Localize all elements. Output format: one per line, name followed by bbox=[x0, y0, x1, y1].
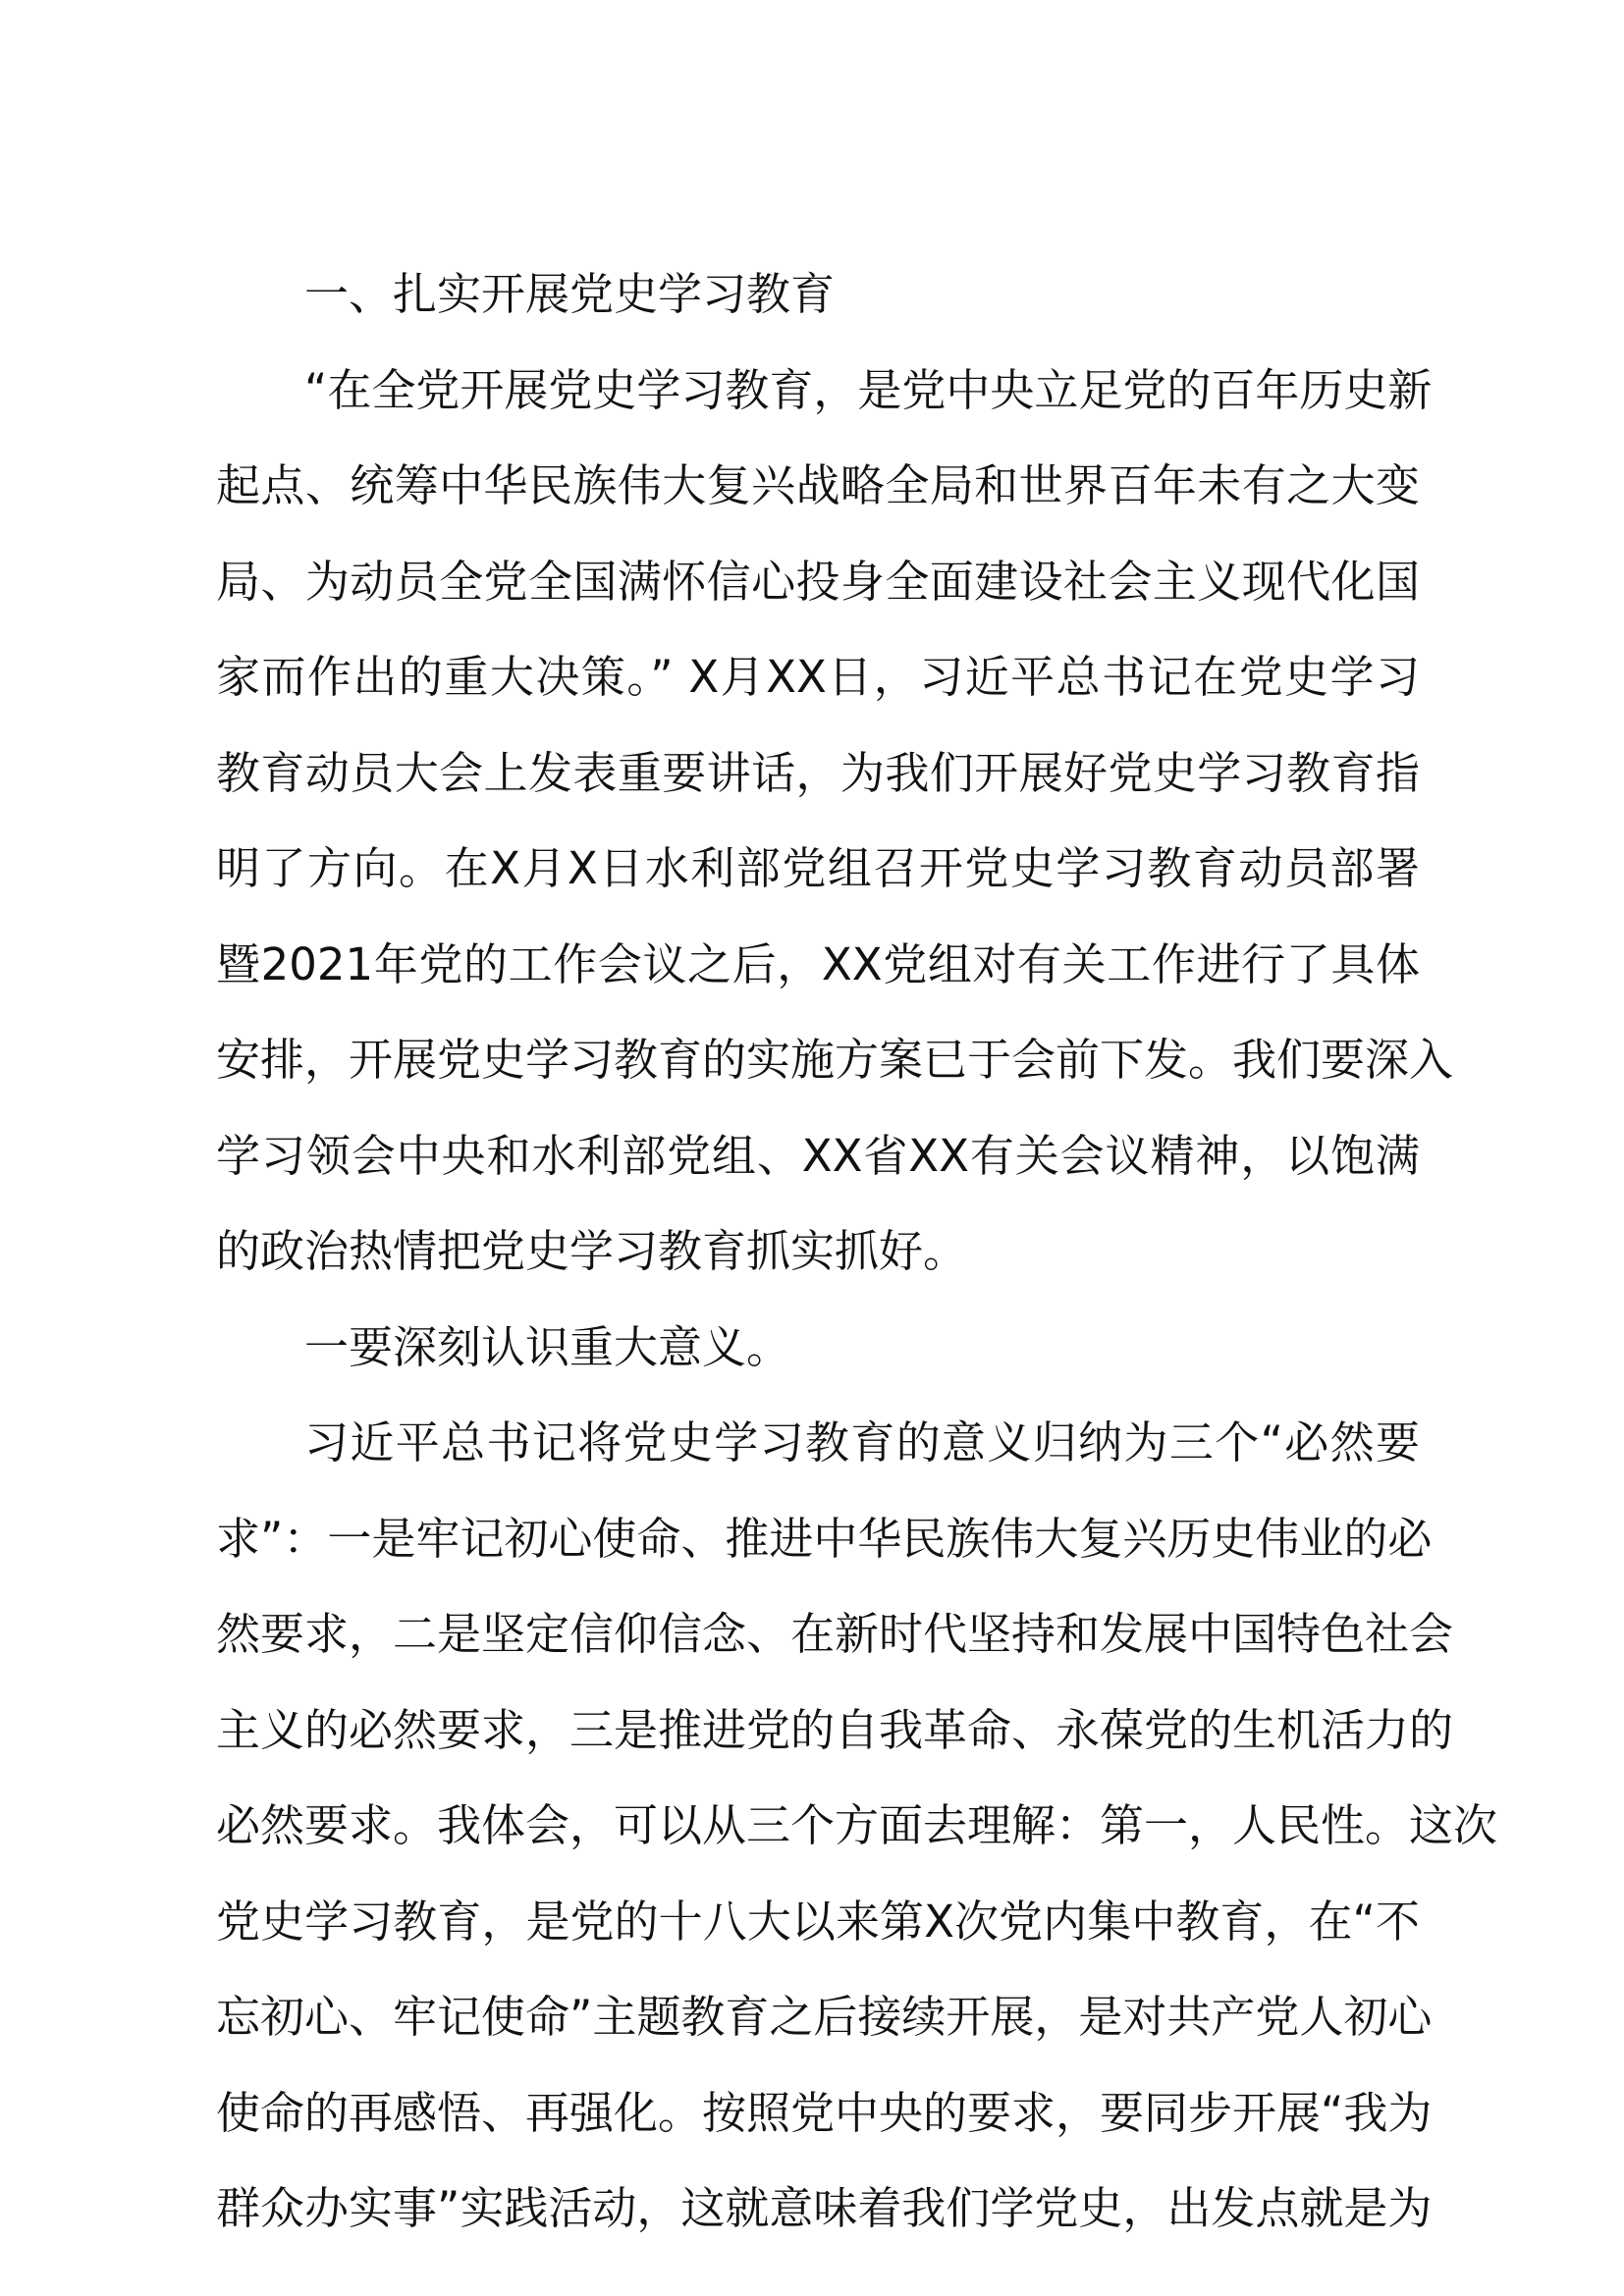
text-line: 然要求，二是坚定信仰信念、在新时代坚持和发展中国特色社会 bbox=[216, 1608, 1454, 1660]
subheading: 一要深刻认识重大意义。 bbox=[304, 1320, 791, 1373]
text-line: 暨2021年党的工作会议之后，XX党组对有关工作进行了具体 bbox=[216, 937, 1420, 990]
text-line: 起点、统筹中华民族伟大复兴战略全局和世界百年未有之大变 bbox=[216, 459, 1420, 511]
text-line: 忘初心、牢记使命”主题教育之后接续开展，是对共产党人初心 bbox=[216, 1991, 1433, 2043]
text-line: 习近平总书记将党史学习教育的意义归纳为三个“必然要 bbox=[304, 1416, 1420, 1468]
text-line: 的政治热情把党史学习教育抓实抓好。 bbox=[216, 1225, 968, 1277]
text-line: 党史学习教育，是党的十八大以来第X次党内集中教育，在“不 bbox=[216, 1895, 1420, 1948]
section-heading: 一、扎实开展党史学习教育 bbox=[304, 268, 836, 320]
text-line: 明了方向。在X月X日水利部党组召开党史学习教育动员部署 bbox=[216, 842, 1420, 894]
text-line: 家而作出的重大决策。” X月XX日，习近平总书记在党史学习 bbox=[216, 651, 1420, 703]
text-line: 必然要求。我体会，可以从三个方面去理解：第一，人民性。这次 bbox=[216, 1799, 1498, 1851]
text-line: 局、为动员全党全国满怀信心投身全面建设社会主义现代化国 bbox=[216, 555, 1420, 608]
text-line: 教育动员大会上发表重要讲话，为我们开展好党史学习教育指 bbox=[216, 746, 1420, 799]
text-line: 求”：一是牢记初心使命、推进中华民族伟大复兴历史伟业的必 bbox=[216, 1512, 1433, 1565]
text-line: 学习领会中央和水利部党组、XX省XX有关会议精神，以饱满 bbox=[216, 1129, 1420, 1182]
text-line: 安排，开展党史学习教育的实施方案已于会前下发。我们要深入 bbox=[216, 1034, 1454, 1086]
text-line: 主义的必然要求，三是推进党的自我革命、永葆党的生机活力的 bbox=[216, 1703, 1454, 1756]
text-line: “在全党开展党史学习教育，是党中央立足党的百年历史新 bbox=[304, 363, 1433, 416]
text-line: 使命的再感悟、再强化。按照党中央的要求，要同步开展“我为 bbox=[216, 2086, 1433, 2139]
text-line: 群众办实事”实践活动，这就意味着我们学党史，出发点就是为 bbox=[216, 2182, 1433, 2234]
